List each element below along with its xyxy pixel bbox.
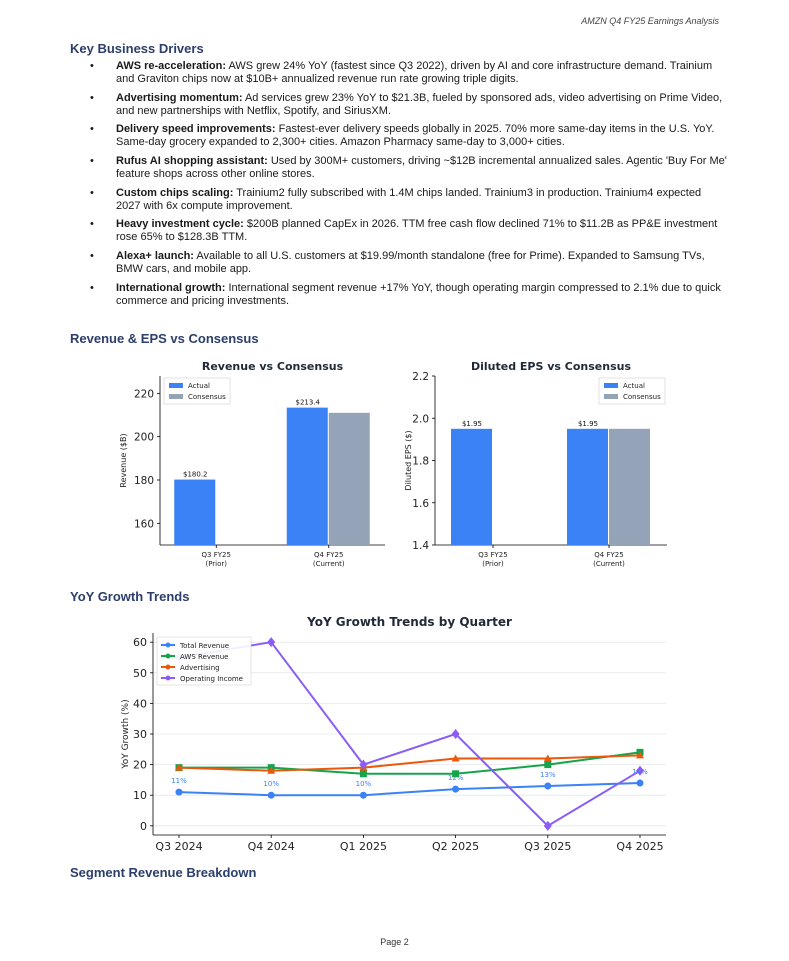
data-annotation: 13% [540, 771, 556, 780]
list-item [88, 250, 728, 276]
report-header-title: AMZN Q4 FY25 Earnings Analysis [581, 16, 719, 26]
data-annotation: 14% [632, 767, 648, 776]
driver-label: International growth: [116, 281, 226, 294]
driver-text: Trainium2 fully subscribed with 1.4M chips landed. Trainium3 in production. Trainium4 expected 2027 with 6x compute improvement. [116, 186, 702, 212]
bar [329, 413, 370, 545]
y-tick-label: 40 [133, 697, 147, 711]
x-tick-label: Q3 2024 [155, 840, 203, 853]
list-item [88, 60, 728, 86]
y-tick-label: 1.4 [412, 540, 429, 552]
y-tick-label: 200 [133, 431, 154, 444]
data-annotation: 12% [447, 774, 464, 783]
y-tick-label: 160 [133, 518, 154, 531]
data-point [360, 792, 367, 799]
section-title-yoy-growth: YoY Growth Trends [70, 589, 190, 604]
legend-marker [166, 676, 171, 681]
driver-text: Ad services grew 23% YoY to $21.3B, fueled by sponsored ads, video advertising on Prime Video, and new partnerships with Netflix, Spotify, and SiriusXM. [116, 91, 723, 117]
list-item [88, 187, 728, 213]
list-item [88, 92, 728, 118]
y-axis-label: Revenue ($B) [119, 433, 128, 488]
y-tick-label: 180 [133, 475, 154, 487]
x-tick-label: Q4 FY25 [594, 551, 624, 559]
legend-label: Actual [623, 382, 645, 390]
y-tick-label: 1.6 [412, 497, 429, 510]
driver-label: AWS re-acceleration: [116, 60, 227, 72]
bar-data-label: $213.4 [295, 398, 320, 407]
x-tick-label: Q4 2025 [616, 840, 664, 853]
driver-label: Advertising momentum: [116, 91, 243, 104]
x-tick-label: Q2 2025 [432, 840, 480, 853]
list-item [88, 155, 728, 181]
x-tick-label: (Prior) [482, 560, 504, 568]
driver-text: Available to all U.S. customers at $19.99/month standalone (free for Prime). Expanded to Samsung TVs, BMW cars, and mobile app. [116, 250, 705, 276]
y-tick-label: 0 [140, 819, 147, 833]
bar [609, 429, 650, 545]
legend-swatch [169, 394, 183, 399]
data-annotation: 10% [355, 780, 372, 789]
legend-label: Consensus [623, 393, 661, 401]
x-tick-label: (Current) [312, 560, 345, 568]
list-item [88, 123, 728, 149]
y-tick-label: 50 [133, 666, 147, 680]
y-tick-label: 60 [133, 636, 147, 650]
data-point [544, 761, 551, 768]
driver-text: $200B planned CapEx in 2026. TTM free cash flow declined 71% to $11.2B as PP&E investment rose 65% to $128.3B TTM. [116, 218, 718, 244]
drivers-list [88, 60, 728, 314]
driver-label: Rufus AI shopping assistant: [116, 155, 268, 168]
data-annotation: 10% [263, 780, 279, 789]
y-axis-label: Diluted EPS ($) [404, 430, 413, 491]
driver-text: International segment revenue +17% YoY, though operating margin compressed to 2.1% due to quick commerce and pricing investments. [116, 281, 721, 307]
yoy-growth-chart [110, 608, 680, 853]
data-point [544, 783, 551, 790]
x-tick-label: Q3 FY25 [201, 551, 231, 559]
legend-label: Operating Income [180, 675, 243, 683]
x-tick-label: Q3 FY25 [478, 551, 508, 559]
legend-label: Advertising [180, 664, 220, 672]
legend-swatch [169, 383, 183, 388]
x-tick-label: Q4 2024 [247, 840, 295, 853]
bar-data-label: $1.95 [577, 419, 599, 428]
legend-label: Actual [188, 382, 210, 390]
data-point [268, 792, 275, 799]
driver-text: Fastest-ever delivery speeds globally in 2025. 70% more same-day items in the U.S. YoY. Same-day grocery expanded to 2,300+ cities. Amazon Pharmacy same-day to 3,000+ cities. [116, 123, 715, 149]
bar [451, 429, 492, 545]
driver-label: Alexa+ launch: [116, 250, 194, 263]
legend-label: AWS Revenue [180, 653, 229, 661]
y-axis-label: YoY Growth (%) [121, 699, 131, 769]
revenue-vs-consensus-chart [110, 356, 395, 574]
y-tick-label: 1.8 [412, 455, 429, 468]
bar-data-label: $1.95 [461, 419, 483, 428]
chart-title: Revenue vs Consensus [201, 360, 344, 373]
data-point [637, 779, 644, 786]
eps-vs-consensus-chart [395, 356, 680, 574]
bar [567, 429, 608, 545]
list-item [88, 282, 728, 308]
x-tick-label: Q1 2025 [339, 840, 387, 853]
y-tick-label: 30 [133, 728, 147, 741]
x-tick-label: (Prior) [205, 560, 228, 568]
section-title-segment-revenue: Segment Revenue Breakdown [70, 865, 257, 880]
section-title-key-business-drivers: Key Business Drivers [70, 41, 204, 56]
bar [174, 480, 215, 545]
legend-label: Consensus [188, 393, 226, 401]
legend-marker [166, 643, 171, 648]
driver-text: Used by 300M+ customers, driving ~$12B incremental annualized sales. Agentic 'Buy For Me' feature shops across other online stores. [116, 155, 727, 181]
legend-swatch [604, 383, 618, 388]
bar [287, 408, 328, 545]
list-item [88, 218, 728, 244]
x-tick-label: Q3 2025 [524, 840, 572, 853]
series-line [179, 783, 640, 795]
y-tick-label: 2.0 [412, 413, 429, 426]
section-title-revenue-eps: Revenue & EPS vs Consensus [70, 331, 259, 346]
legend-label: Total Revenue [180, 642, 230, 650]
driver-label: Custom chips scaling: [116, 186, 234, 199]
x-tick-label: Q4 FY25 [314, 551, 344, 559]
data-point [360, 770, 367, 777]
y-tick-label: 220 [133, 388, 154, 401]
legend-swatch [604, 394, 618, 399]
y-tick-label: 20 [133, 758, 147, 772]
data-annotation: 11% [171, 777, 187, 786]
page-number: Page 2 [380, 937, 409, 947]
legend-marker [166, 654, 171, 659]
driver-label: Delivery speed improvements: [116, 123, 276, 136]
data-point [176, 789, 183, 796]
y-tick-label: 2.2 [412, 371, 429, 383]
driver-label: Heavy investment cycle: [116, 218, 244, 231]
x-tick-label: (Current) [593, 560, 625, 568]
y-tick-label: 10 [133, 789, 147, 803]
data-point [452, 786, 459, 793]
chart-title: Diluted EPS vs Consensus [470, 360, 632, 373]
driver-text: AWS grew 24% YoY (fastest since Q3 2022), driven by AI and core infrastructure demand. Trainium and Graviton chips now at $10B+ annualized revenue run rate growing triple digits. [116, 60, 713, 85]
legend-marker [166, 665, 171, 670]
chart-title: YoY Growth Trends by Quarter [307, 615, 512, 629]
bar-data-label: $180.2 [183, 470, 208, 479]
